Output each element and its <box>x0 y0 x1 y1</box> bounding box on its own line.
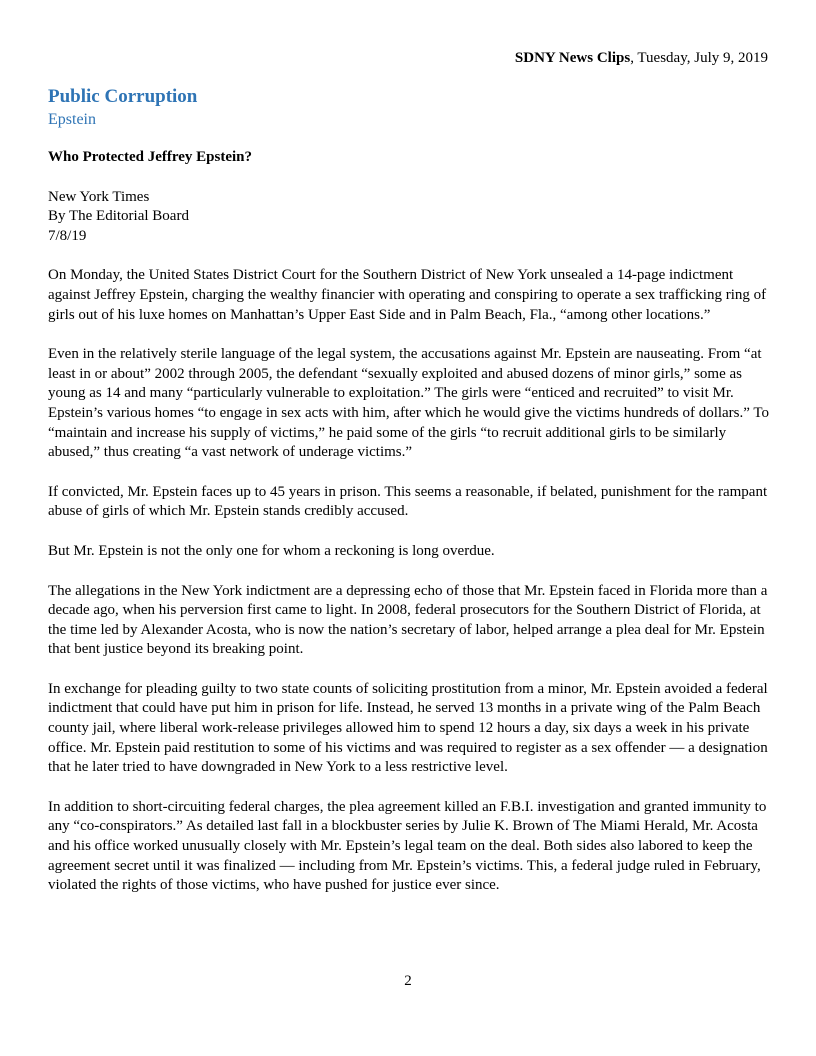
article-date: 7/8/19 <box>48 227 87 244</box>
publication-name: SDNY News Clips <box>514 50 631 66</box>
article-paragraph: In addition to short-circuiting federal charges, the plea agreement killed an F.B.I. investigation and granted immunity to any “co-conspirators.” As detailed last fall in a blockbuster series by Julie K. Brown of The Miami Herald, Mr. Acosta and his office worked unusually closely with Mr. Epstein’s legal team on the deal. Both sides also labored to keep the agreement secret until it was finalized — including from Mr. Epstein’s victims. This, a federal judge ruled in February, violated the rights of those victims, who have pushed for justice ever since. <box>48 798 767 894</box>
article-source: New York Times <box>48 188 150 205</box>
article-paragraph: In exchange for pleading guilty to two state counts of soliciting prostitution from a minor, Mr. Epstein avoided a federal indictment that could have put him in prison for life. Instead, he served 13 months in a private wing of the Palm Beach county jail, where liberal work-release privileges allowed him to spend 12 hours a day, six days a week in his private office. Mr. Epstein paid restitution to some of his victims and was required to register as a sex offender — a designation that he later tried to have downgraded in New York to a less restrictive level. <box>48 680 768 776</box>
header-date: , Tuesday, July 9, 2019 <box>630 50 768 66</box>
article <box>48 148 770 916</box>
article-paragraph: The allegations in the New York indictment are a depressing echo of those that Mr. Epstein faced in Florida more than a decade ago, when his perversion first came to light. In 2008, federal prosecutors for the Southern District of Florida, at the time led by Alexander Acosta, who is now the nation’s secretary of labor, helped arrange a plea deal for Mr. Epstein that bent justice beyond its breaking point. <box>48 582 768 658</box>
article-meta <box>48 188 770 247</box>
article-byline: By The Editorial Board <box>48 208 189 225</box>
article-paragraph: On Monday, the United States District Court for the Southern District of New York unsealed a 14-page indictment against Jeffrey Epstein, charging the wealthy financier with operating and conspiring to operate a sex trafficking ring of girls out of his luxe homes on Manhattan’s Upper East Side and in Palm Beach, Fla., “among other locations.” <box>48 267 767 323</box>
article-paragraph: Even in the relatively sterile language of the legal system, the accusations against Mr. Epstein are nauseating. From “at least in or about” 2002 through 2005, the defendant “sexually exploited and abused dozens of minor girls,” some as young as 14 and many “particularly vulnerable to exploitation.” The girls were “enticed and recruited” to visit Mr. Epstein’s various homes “to engage in sex acts with him, after which he would give the victims hundreds of dollars.” To “maintain and increase his supply of victims,” he paid some of the girls “to recruit additional girls to be similarly abused,” thus creating “a vast network of underage victims.” <box>48 346 770 461</box>
article-headline: Who Protected Jeffrey Epstein? <box>48 149 252 165</box>
article-paragraph: If convicted, Mr. Epstein faces up to 45 years in prison. This seems a reasonable, if belated, punishment for the rampant abuse of girls of which Mr. Epstein stands credibly accused. <box>48 483 768 520</box>
page-header <box>515 49 768 67</box>
section-subtitle: Epstein <box>48 111 96 128</box>
article-paragraph: But Mr. Epstein is not the only one for whom a reckoning is long overdue. <box>48 542 495 559</box>
section-title: Public Corruption <box>48 86 198 107</box>
page-number: 2 <box>404 973 412 989</box>
